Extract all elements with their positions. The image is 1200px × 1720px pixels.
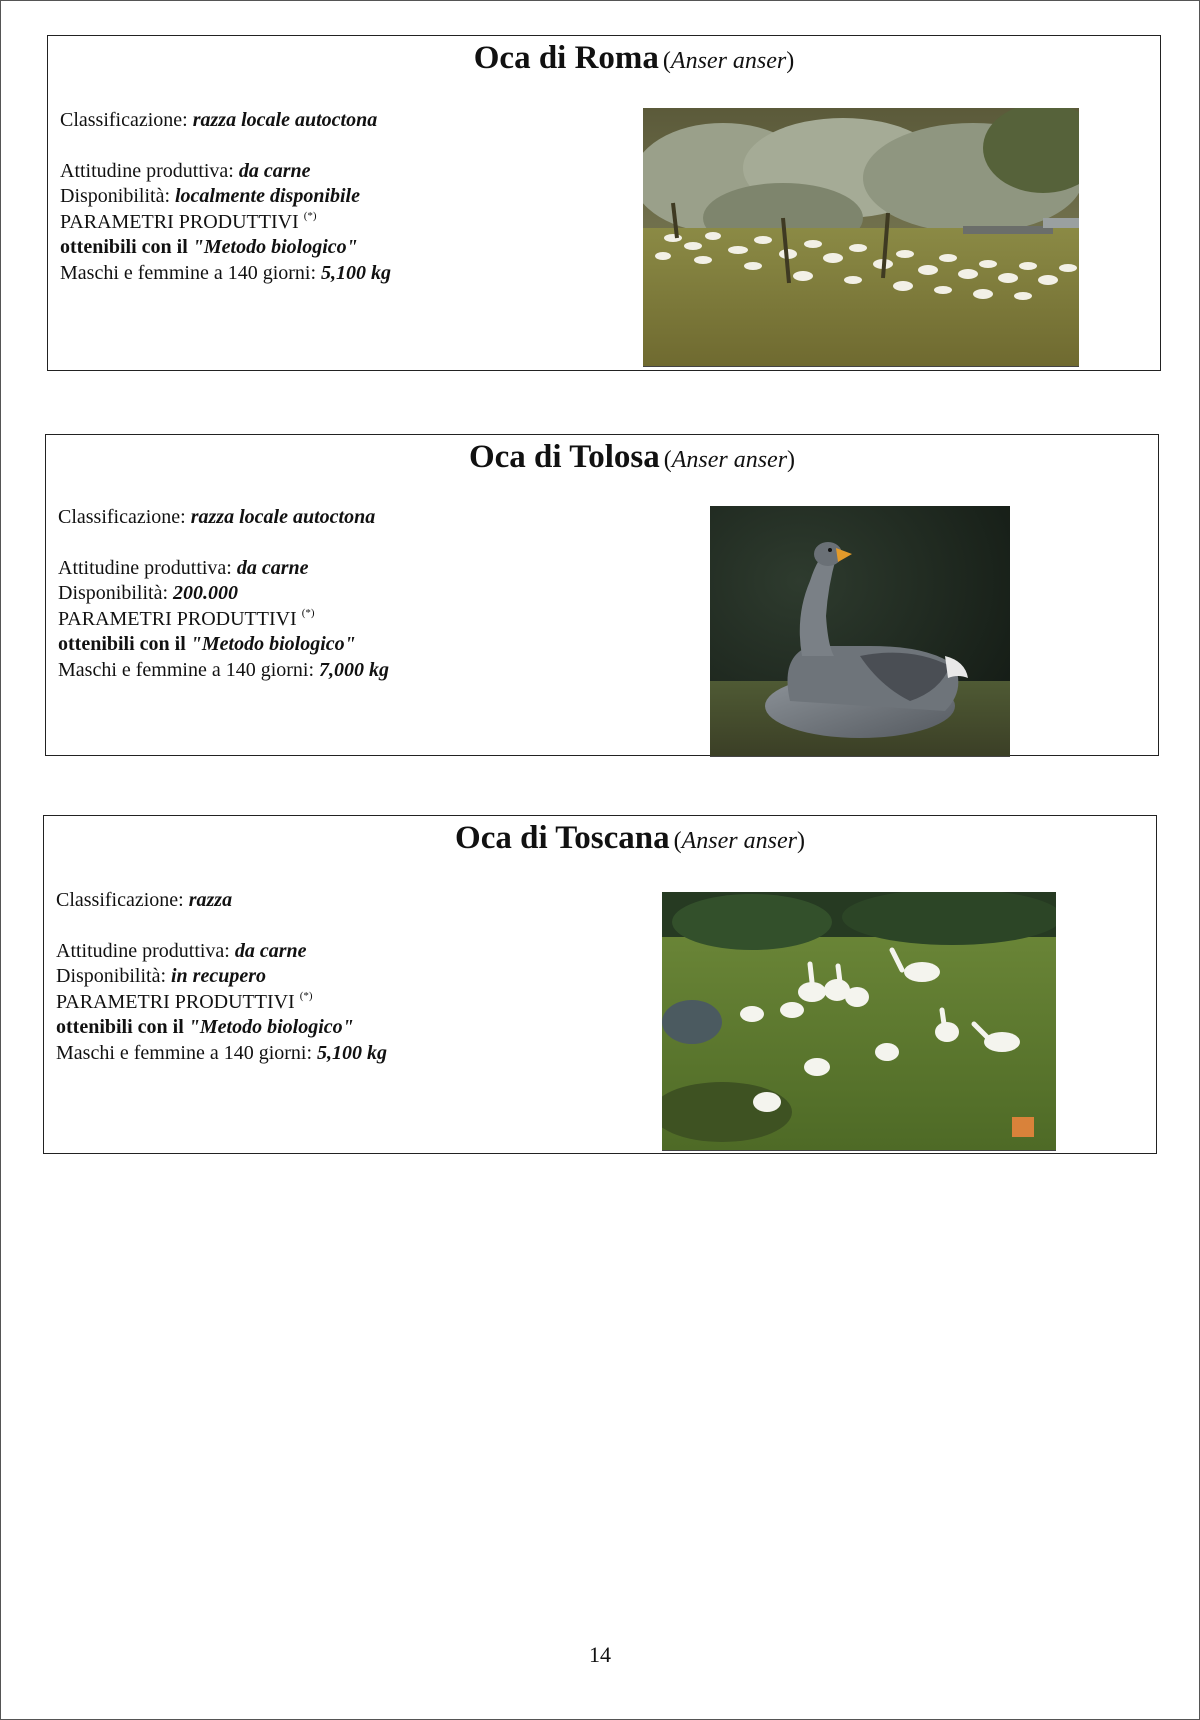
params-note: (*) <box>301 606 315 619</box>
classification-label: Classificazione: <box>56 889 184 911</box>
species-name: Anser anser <box>681 828 797 854</box>
params-label: PARAMETRI PRODUTTIVI <box>56 990 295 1013</box>
breed-photo-tolosa <box>710 506 1010 756</box>
params-note: (*) <box>303 209 317 222</box>
classification-value: razza locale autoctona <box>192 109 378 131</box>
method-value: "Metodo biologico" <box>188 1016 354 1038</box>
classification-label: Classificazione: <box>60 109 188 131</box>
weight-label: Maschi e femmine a 140 giorni: <box>60 261 317 284</box>
breed-card-tolosa <box>45 434 1159 756</box>
aptitude-value: da carne <box>238 159 311 182</box>
breed-photo-roma <box>643 108 1079 366</box>
breed-info <box>56 888 387 1066</box>
availability-label: Disponibilità: <box>58 582 168 604</box>
params-note: (*) <box>299 989 313 1002</box>
method-prefix: ottenibili con il <box>58 633 186 655</box>
breed-info <box>60 108 391 286</box>
breed-name: Oca di Roma <box>473 40 659 76</box>
classification-value: razza <box>188 889 233 911</box>
availability-label: Disponibilità: <box>56 965 166 987</box>
aptitude-label: Attitudine produttiva: <box>58 556 232 579</box>
method-prefix: ottenibili con il <box>60 236 188 258</box>
classification-label: Classificazione: <box>58 506 186 528</box>
aptitude-label: Attitudine produttiva: <box>56 939 230 962</box>
weight-value: 5,100 kg <box>317 1041 388 1064</box>
method-prefix: ottenibili con il <box>56 1016 184 1038</box>
species-name: Anser anser <box>671 447 788 473</box>
params-label: PARAMETRI PRODUTTIVI <box>58 607 297 630</box>
aptitude-value: da carne <box>236 556 309 579</box>
card-title: Oca di Tolosa (Anser anser) <box>468 439 796 475</box>
weight-label: Maschi e femmine a 140 giorni: <box>58 658 315 681</box>
weight-label: Maschi e femmine a 140 giorni: <box>56 1041 313 1064</box>
method-value: "Metodo biologico" <box>192 236 358 258</box>
card-title: Oca di Roma (Anser anser) <box>473 40 795 76</box>
breed-card-roma <box>47 35 1161 371</box>
breed-card-toscana <box>43 815 1157 1154</box>
card-title: Oca di Toscana (Anser anser) <box>455 820 805 856</box>
weight-value: 5,100 kg <box>321 261 392 284</box>
page-number: 14 <box>589 1642 611 1667</box>
availability-value: localmente disponibile <box>175 185 360 207</box>
aptitude-value: da carne <box>234 939 307 962</box>
breed-name: Oca di Toscana <box>455 820 670 856</box>
method-value: "Metodo biologico" <box>190 633 356 655</box>
breed-photo-toscana <box>662 892 1056 1150</box>
breed-name: Oca di Tolosa <box>468 439 660 475</box>
species-name: Anser anser <box>670 48 787 74</box>
breed-info <box>58 505 389 683</box>
availability-value: 200.000 <box>173 582 238 604</box>
availability-label: Disponibilità: <box>60 185 170 207</box>
availability-value: in recupero <box>171 965 266 987</box>
weight-value: 7,000 kg <box>319 658 390 681</box>
aptitude-label: Attitudine produttiva: <box>60 159 234 182</box>
classification-value: razza locale autoctona <box>190 506 376 528</box>
params-label: PARAMETRI PRODUTTIVI <box>60 210 299 233</box>
